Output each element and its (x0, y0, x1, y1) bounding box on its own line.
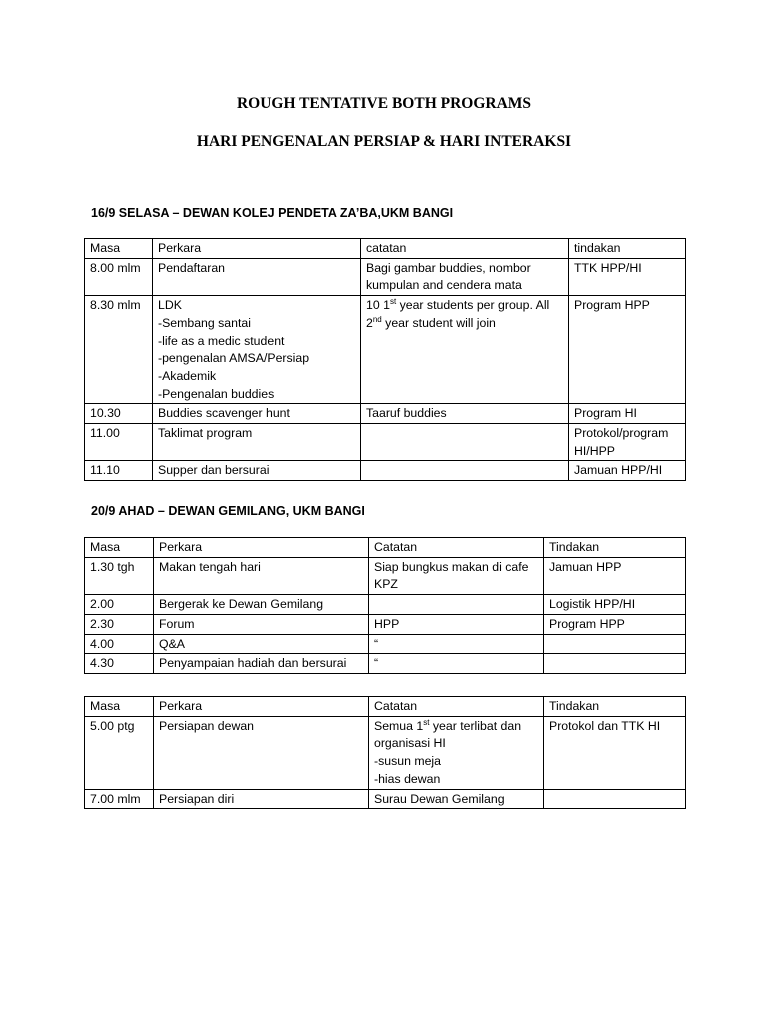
cell-tindakan (544, 654, 686, 674)
header-catatan: catatan (361, 239, 569, 259)
cell-catatan: HPP (369, 614, 544, 634)
cell-tindakan: Logistik HPP/HI (544, 595, 686, 615)
header-catatan: Catatan (369, 538, 544, 558)
catatan-text: year students per group. All 2 (366, 298, 550, 330)
cell-perkara: Taklimat program (153, 424, 361, 461)
superscript: st (423, 717, 430, 727)
cell-catatan: Siap bungkus makan di cafe KPZ (369, 557, 544, 594)
cell-tindakan (544, 634, 686, 654)
cell-tindakan: Jamuan HPP (544, 557, 686, 594)
section2-heading: 20/9 AHAD – DEWAN GEMILANG, UKM BANGI (91, 504, 365, 518)
cell-perkara: Makan tengah hari (154, 557, 369, 594)
cell-tindakan: Jamuan HPP/HI (569, 461, 686, 481)
cell-perkara: Penyampaian hadiah dan bersurai (154, 654, 369, 674)
cell-catatan: “ (369, 654, 544, 674)
header-tindakan: tindakan (569, 239, 686, 259)
cell-perkara: Supper dan bersurai (153, 461, 361, 481)
cell-catatan (361, 296, 569, 404)
superscript: st (389, 297, 397, 307)
catatan-text: Semua 1 (374, 718, 424, 733)
catatan-text: year student will join (381, 315, 496, 330)
header-perkara: Perkara (154, 697, 369, 717)
table-header-row (85, 239, 686, 259)
table-row (85, 557, 686, 594)
header-tindakan: Tindakan (544, 697, 686, 717)
cell-catatan (361, 461, 569, 481)
schedule-table-20-9 (84, 537, 686, 674)
cell-tindakan (544, 789, 686, 809)
cell-tindakan: Program HPP (569, 296, 686, 404)
header-masa: Masa (85, 697, 154, 717)
cell-perkara: LDK -Sembang santai -life as a medic student -pengenalan AMSA/Persiap -Akademik -Pengenalan buddies (153, 296, 361, 404)
cell-catatan: Surau Dewan Gemilang (369, 789, 544, 809)
header-catatan: Catatan (369, 697, 544, 717)
table-row (85, 789, 686, 809)
header-tindakan: Tindakan (544, 538, 686, 558)
table-header-row (85, 538, 686, 558)
cell-tindakan: Program HI (569, 404, 686, 424)
table-row (85, 404, 686, 424)
cell-perkara: Persiapan diri (154, 789, 369, 809)
cell-tindakan: Program HPP (544, 614, 686, 634)
table-row (85, 595, 686, 615)
cell-catatan: “ (369, 634, 544, 654)
cell-masa: 8.30 mlm (85, 296, 153, 404)
cell-masa: 11.00 (85, 424, 153, 461)
header-masa: Masa (85, 538, 154, 558)
cell-masa: 1.30 tgh (85, 557, 154, 594)
catatan-text: year terlibat dan organisasi HI -susun meja -hias dewan (374, 718, 522, 786)
cell-masa: 8.00 mlm (85, 258, 153, 295)
cell-perkara: Persiapan dewan (154, 716, 369, 789)
header-perkara: Perkara (154, 538, 369, 558)
cell-masa: 5.00 ptg (85, 716, 154, 789)
cell-masa: 7.00 mlm (85, 789, 154, 809)
cell-masa: 10.30 (85, 404, 153, 424)
cell-masa: 4.30 (85, 654, 154, 674)
table-row (85, 461, 686, 481)
table-row (85, 296, 686, 404)
cell-catatan: Taaruf buddies (361, 404, 569, 424)
table-row (85, 716, 686, 789)
table-row (85, 654, 686, 674)
cell-masa: 11.10 (85, 461, 153, 481)
schedule-table-evening (84, 696, 686, 809)
header-masa: Masa (85, 239, 153, 259)
cell-catatan (369, 595, 544, 615)
cell-perkara: Forum (154, 614, 369, 634)
table-row (85, 424, 686, 461)
cell-perkara: Pendaftaran (153, 258, 361, 295)
table-row (85, 614, 686, 634)
section1-heading: 16/9 SELASA – DEWAN KOLEJ PENDETA ZA’BA,UKM BANGI (91, 206, 454, 220)
cell-tindakan: TTK HPP/HI (569, 258, 686, 295)
header-perkara: Perkara (153, 239, 361, 259)
schedule-table-16-9 (84, 238, 686, 481)
cell-tindakan: Protokol dan TTK HI (544, 716, 686, 789)
cell-catatan: Bagi gambar buddies, nombor kumpulan and cendera mata (361, 258, 569, 295)
cell-catatan (361, 424, 569, 461)
table-row (85, 258, 686, 295)
cell-masa: 2.00 (85, 595, 154, 615)
table-row (85, 634, 686, 654)
cell-masa: 2.30 (85, 614, 154, 634)
table-header-row (85, 697, 686, 717)
cell-perkara: Buddies scavenger hunt (153, 404, 361, 424)
catatan-text: 10 1 (366, 298, 390, 313)
cell-perkara: Bergerak ke Dewan Gemilang (154, 595, 369, 615)
document-title: ROUGH TENTATIVE BOTH PROGRAMS (236, 95, 532, 112)
cell-tindakan: Protokol/program HI/HPP (569, 424, 686, 461)
cell-perkara: Q&A (154, 634, 369, 654)
cell-catatan (369, 716, 544, 789)
cell-masa: 4.00 (85, 634, 154, 654)
superscript: nd (372, 314, 382, 324)
document-subtitle: HARI PENGENALAN PERSIAP & HARI INTERAKSI (196, 133, 572, 150)
